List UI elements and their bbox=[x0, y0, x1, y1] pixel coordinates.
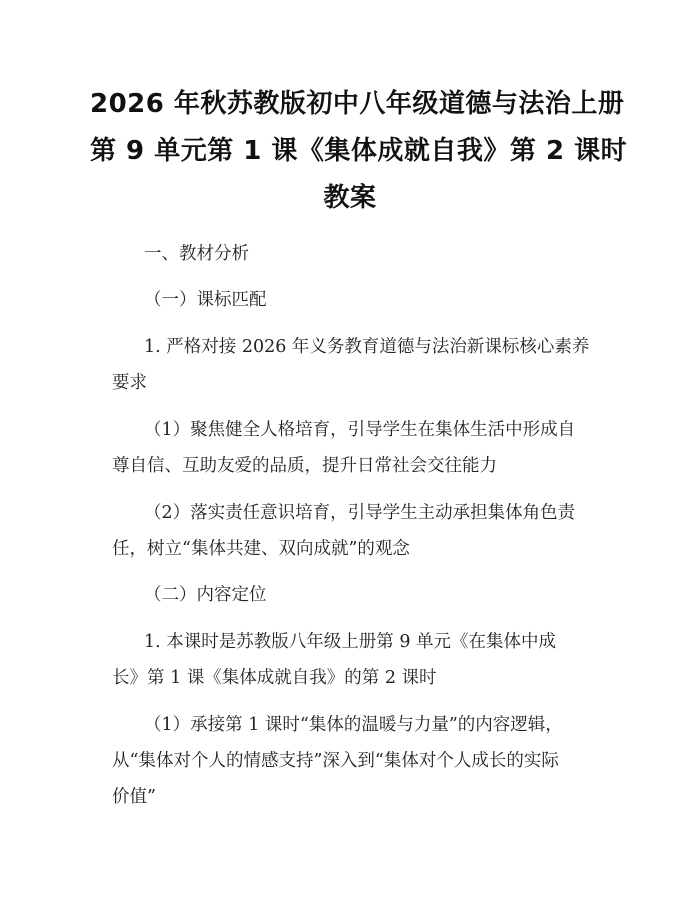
paragraph-4-line-2: 长》第 1 课《集体成就自我》的第 2 课时 bbox=[112, 668, 437, 688]
paragraph-2-line-2: 尊自信、互助友爱的品质，提升日常社会交往能力 bbox=[112, 456, 497, 476]
document-title-line-3: 教案 bbox=[323, 183, 377, 213]
paragraph-5-line-2: 从“集体对个人的情感支持”深入到“集体对个人成长的实际 bbox=[112, 751, 559, 771]
paragraph-3-line-1: （2）落实责任意识培育，引导学生主动承担集体角色责 bbox=[144, 503, 576, 523]
document-title-line-1: 2026 年秋苏教版初中八年级道德与法治上册 bbox=[90, 89, 625, 119]
subsection-heading-content-positioning: （二）内容定位 bbox=[144, 585, 267, 605]
paragraph-3-line-2: 任，树立“集体共建、双向成就”的观念 bbox=[112, 539, 410, 559]
paragraph-2-line-1: （1）聚焦健全人格培育，引导学生在集体生活中形成自 bbox=[144, 420, 576, 440]
paragraph-4-line-1: 1. 本课时是苏教版八年级上册第 9 单元《在集体中成 bbox=[144, 632, 557, 652]
paragraph-1-line-1: 1. 严格对接 2026 年义务教育道德与法治新课标核心素养 bbox=[144, 337, 590, 357]
document-title-line-2: 第 9 单元第 1 课《集体成就自我》第 2 课时 bbox=[90, 136, 628, 166]
paragraph-5-line-3: 价值” bbox=[112, 787, 156, 807]
subsection-heading-curriculum-match: （一）课标匹配 bbox=[144, 290, 267, 310]
paragraph-5-line-1: （1）承接第 1 课时“集体的温暖与力量”的内容逻辑， bbox=[144, 715, 563, 735]
paragraph-1-line-2: 要求 bbox=[112, 373, 147, 393]
section-heading-materials-analysis: 一、教材分析 bbox=[144, 244, 249, 264]
